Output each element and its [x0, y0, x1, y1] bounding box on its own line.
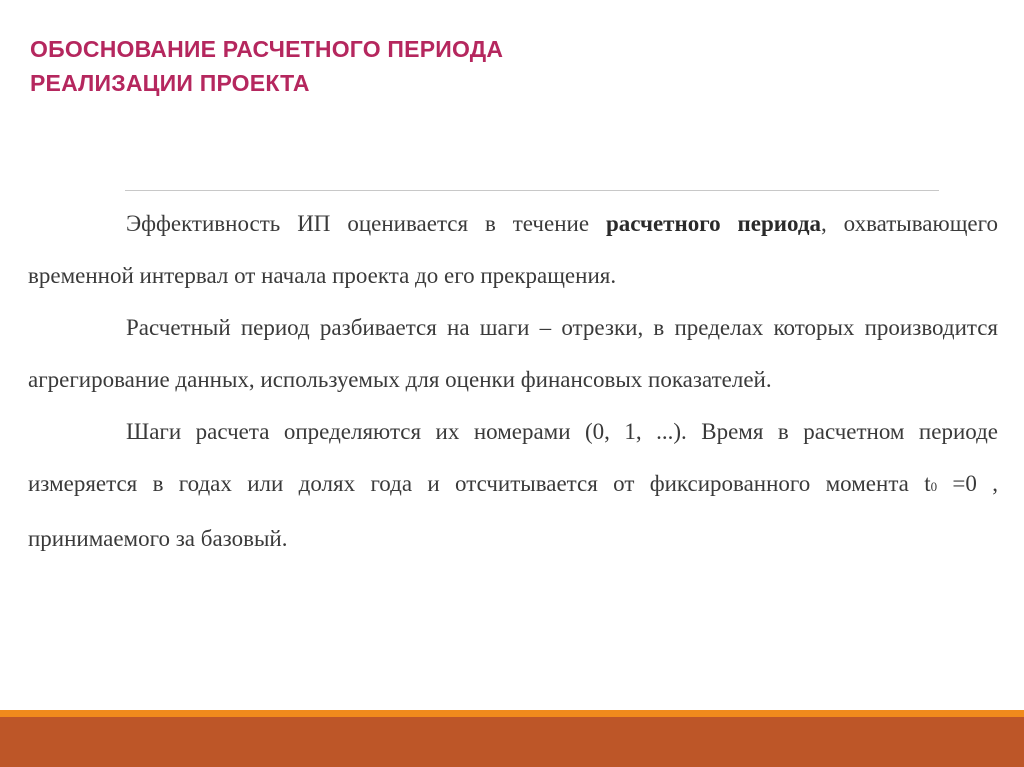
slide-title — [30, 32, 730, 100]
paragraph-time-measure — [28, 406, 998, 565]
slide-body — [28, 198, 998, 565]
paragraph-1-text-start: Эффективность ИП оценивается в течение — [126, 211, 606, 236]
paragraph-1-bold-term: расчетного периода — [605, 211, 821, 236]
slide-title-line-2: РЕАЛИЗАЦИИ ПРОЕКТА — [30, 70, 310, 96]
paragraph-steps: Расчетный период разбивается на шаги – отрезки, в пределах которых производится агрегирование данных, используемых для оценки финансовых показателей. — [28, 315, 998, 392]
slide-title-line-1: ОБОСНОВАНИЕ РАСЧЕТНОГО ПЕРИОДА — [30, 36, 504, 62]
footer-accent-line — [0, 710, 1024, 717]
footer-bar — [0, 717, 1024, 767]
title-divider — [125, 190, 939, 191]
paragraph-3-text-start: Шаги расчета определяются их номерами (0, 1, ...). Время в расчетном периоде измеряется в годах или долях года и отсчитывается от фиксированного момента t — [28, 419, 998, 496]
paragraph-3-text-end: =0 , принимаемого за базовый. — [28, 471, 998, 551]
paragraph-1-text-end: , охватывающего временной интервал от начала проекта до его прекращения. — [28, 211, 998, 288]
paragraph-3-subscript: 0 — [930, 479, 938, 494]
paragraph-calculation-period — [28, 198, 998, 302]
